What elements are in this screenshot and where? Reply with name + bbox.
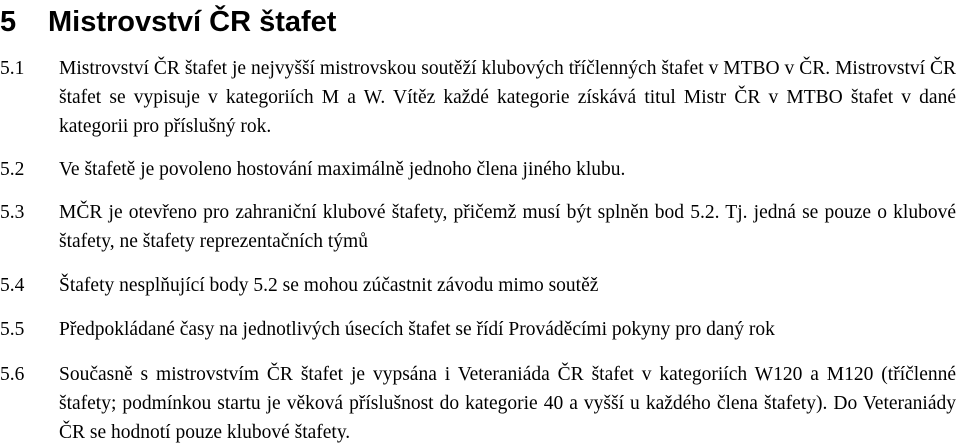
paragraph-5-5 [0, 315, 956, 345]
paragraph-text: Štafety nesplňující body 5.2 se mohou zúčastnit závodu mimo soutěž [59, 275, 599, 296]
section-number: 5 [0, 6, 17, 38]
paragraph-5-6 [0, 360, 956, 446]
paragraph-5-1 [0, 54, 956, 144]
paragraph-number: 5.4 [0, 275, 25, 296]
paragraph-text: Současně s mistrovstvím ČR štafet je vypsána i Veteraniáda ČR štafet v kategoriích W120 a M120 (tříčlenné štafety; podmínkou startu je věková příslušnost do kategorie 40 a vyšší u každého člena štafety). Do Veteraniády ČR se hodnotí pouze klubové štafety. [59, 364, 956, 443]
paragraph-number: 5.1 [0, 58, 25, 79]
paragraph-text: Ve štafetě je povoleno hostování maximálně jednoho člena jiného klubu. [59, 159, 626, 180]
paragraph-text: Předpokládané časy na jednotlivých úsecích štafet se řídí Prováděcími pokyny pro daný rok [59, 319, 775, 340]
paragraph-text: Mistrovství ČR štafet je nejvyšší mistrovskou soutěží klubových tříčlenných štafet v MTBO v ČR. Mistrovství ČR štafet se vypisuje v kategoriích M a W. Vítěz každé kategorie získává titul Mistr ČR v MTBO štafet v dané kategorii pro příslušný rok. [59, 58, 956, 137]
paragraph-5-2 [0, 155, 956, 185]
paragraph-5-3 [0, 198, 956, 258]
section-heading [0, 2, 336, 42]
paragraph-text: MČR je otevřeno pro zahraniční klubové štafety, přičemž musí být splněn bod 5.2. Tj. jedná se pouze o klubové štafety, ne štafety reprezentačních týmů [59, 202, 956, 252]
paragraph-number: 5.3 [0, 202, 25, 223]
paragraph-5-4 [0, 271, 956, 301]
paragraph-number: 5.6 [0, 364, 25, 385]
paragraph-number: 5.2 [0, 159, 25, 180]
paragraph-number: 5.5 [0, 319, 25, 340]
section-title: Mistrovství ČR štafet [48, 6, 337, 38]
